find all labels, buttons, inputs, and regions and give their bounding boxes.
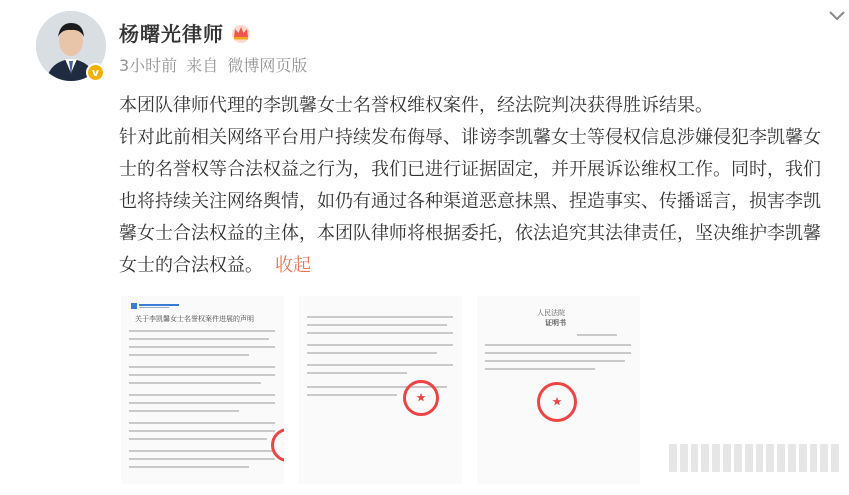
verified-badge-icon: v [86,63,105,82]
image-grid [121,296,640,484]
doc3-header: 人民法院 [537,309,565,317]
image-strip[interactable] [669,436,839,480]
doc1-title: 关于李凯馨女士名誉权案件进展的声明 [135,315,254,323]
post-time[interactable]: 3小时前 [119,56,178,75]
chevron-down-icon[interactable] [826,8,848,24]
post-paragraph-1: 本团队律师代理的李凯馨女士名誉权维权案件，经法院判决获得胜诉结果。 [119,95,713,116]
doc3-subheader: 证明书 [545,319,566,327]
image-document-3[interactable] [477,296,640,484]
seal-icon [403,380,439,416]
post-source[interactable]: 微博网页版 [227,56,308,75]
firm-logo-icon [131,302,191,310]
seal-icon [537,382,577,422]
crown-icon [230,23,252,43]
image-document-2[interactable] [299,296,462,484]
post-paragraph-2-text: 针对此前相关网络平台用户持续发布侮辱、诽谤李凯馨女士等侵权信息涉嫌侵犯李凯馨女士的名誉权等合法权益之行为，我们已进行证据固定，并开展诉讼维权工作。同时，我们也将持续关注网络舆情，如仍有通过各种渠道恶意抹黑、捏造事实、传播谣言，损害李凯馨女士合法权益的主体，本团队律师将根据委托，依法追究其法律责任，坚决维护李凯馨女士的合法权益。 [119,127,821,276]
post-paragraph-2 [119,122,831,282]
post-meta [119,53,311,76]
collapse-link[interactable]: 收起 [275,255,311,276]
author-name[interactable]: 杨曙光律师 [119,22,224,46]
post-text [119,90,831,282]
image-document-1[interactable] [121,296,284,484]
source-prefix: 来自 [186,56,219,75]
seal-icon [271,428,284,462]
